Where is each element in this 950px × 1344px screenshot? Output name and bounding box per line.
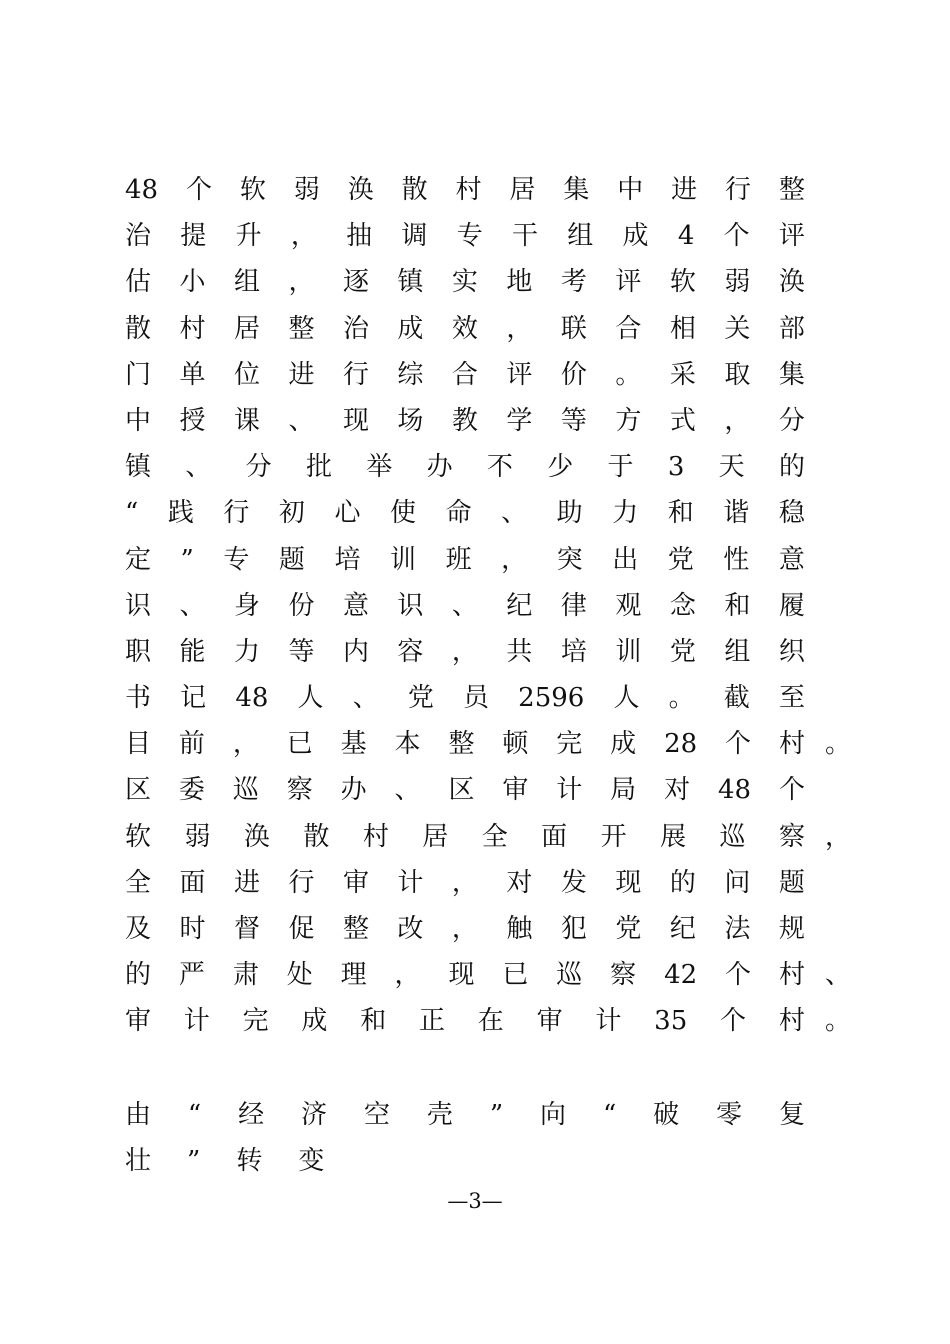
text-line: 壮 ” 转 变 xyxy=(125,1146,325,1177)
text-line: 散 村 居 整 治 成 效 ， 联 合 相 关 部 xyxy=(125,313,805,344)
body-paragraph xyxy=(125,167,852,1045)
text-line: 由 “ 经 济 空 壳 ” 向 “ 破 零 复 xyxy=(125,1100,805,1130)
text-line: 全 面 进 行 审 计 ， 对 发 现 的 问 题 xyxy=(125,867,805,898)
text-line: 的 严 肃 处 理 ， 现 已 巡 察 42 个 村 、 xyxy=(125,960,852,991)
text-line: 职 能 力 等 内 容 ， 共 培 训 党 组 织 xyxy=(125,636,805,667)
text-line: 中 授 课 、 现 场 教 学 等 方 式 ， 分 xyxy=(125,405,805,436)
text-line: 及 时 督 促 整 改 ， 触 犯 党 纪 法 规 xyxy=(125,914,805,944)
text-line: 识 、 身 份 意 识 、 纪 律 观 念 和 履 xyxy=(125,590,805,621)
text-line: 审 计 完 成 和 正 在 审 计 35 个 村 。 xyxy=(125,1006,852,1037)
text-line: 治 提 升 ， 抽 调 专 干 组 成 4 个 评 xyxy=(125,221,805,252)
text-line: 书 记 48 人 、 党 员 2596 人 。 截 至 xyxy=(125,683,805,714)
text-line: 估 小 组 ， 逐 镇 实 地 考 评 软 弱 涣 xyxy=(125,267,805,298)
text-line: 区 委 巡 察 办 、 区 审 计 局 对 48 个 xyxy=(125,775,805,806)
text-line: 定 ” 专 题 培 训 班 ， 突 出 党 性 意 xyxy=(125,544,805,575)
page-number: —3— xyxy=(447,1189,503,1213)
text-line: 48 个 软 弱 涣 散 村 居 集 中 进 行 整 xyxy=(125,175,805,205)
text-line: 目 前 ， 已 基 本 整 顿 完 成 28 个 村 。 xyxy=(125,729,852,760)
section-heading xyxy=(125,1092,805,1184)
text-line: “ 践 行 初 心 使 命 、 助 力 和 谐 稳 xyxy=(125,498,805,529)
text-line: 镇 、 分 批 举 办 不 少 于 3 天 的 xyxy=(125,452,805,483)
text-line: 门 单 位 进 行 综 合 评 价 。 采 取 集 xyxy=(125,359,805,390)
text-line: 软 弱 涣 散 村 居 全 面 开 展 巡 察 ， xyxy=(125,821,852,852)
